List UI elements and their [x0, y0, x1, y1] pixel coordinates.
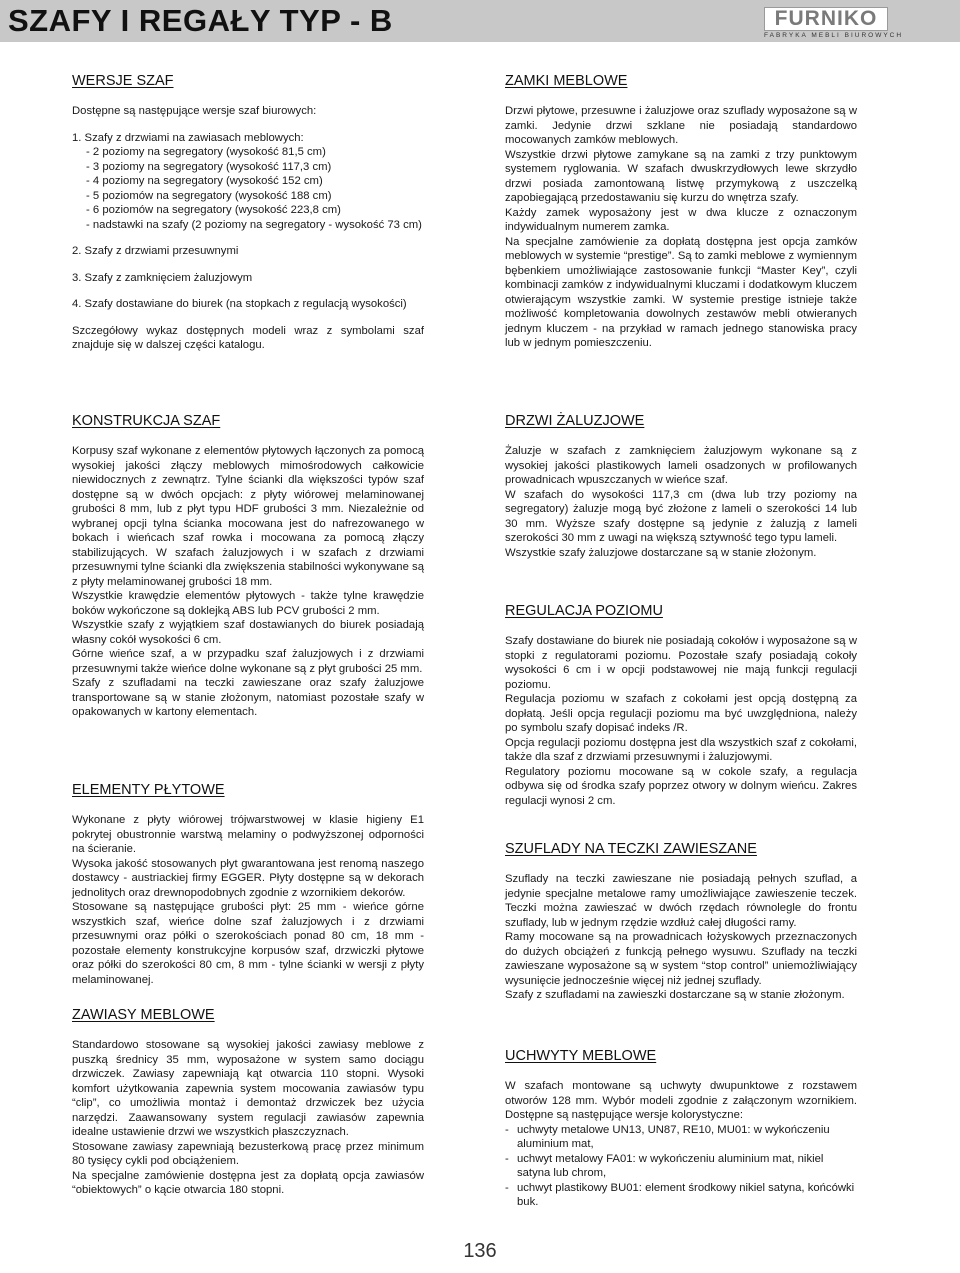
section-elementy	[72, 781, 424, 987]
wersje-item-3: 3. Szafy z zamknięciem żaluzjowym	[72, 271, 253, 284]
uchwyty-item-3: uchwyt plastikowy BU01: element środkowy nikiel satyna, końcówki buk.	[517, 1181, 855, 1208]
uchwyty-item-1: uchwyty metalowe UN13, UN87, RE10, MU01: w wykończeniu aluminium mat,	[517, 1123, 830, 1150]
zamki-p2: Wszystkie drzwi płytowe zamykane są na zamki z trzy punktowym systemem ryglowania. W szafach dwuskrzydłowych lewe skrzydło drzwi posiada zamontowaną listwę przymykową z uszczelką zapobiegającą przedostawaniu się kurzu do wnętrza szafy.	[505, 148, 857, 204]
section-zawiasy	[72, 1006, 424, 1198]
heading-wersje: WERSJE SZAF	[72, 73, 174, 89]
szuflady-p2: Ramy mocowane są na prowadnicach łożyskowych przeznaczonych do dużych obciążeń z funkcją pełnego wysuwu. Szuflady na teczki zawieszane wyposażone są w system “stop control” uniemożliwiający wysunięcie jednocześnie więcej niż jednej szuflady.	[505, 931, 857, 987]
zawiasy-p3: Na specjalne zamówienie dostępna jest za dopłatą opcja zawiasów “obiektowych” o kącie otwarcia 180 stopni.	[72, 1169, 424, 1196]
section-uchwyty	[505, 1047, 857, 1210]
heading-zawiasy: ZAWIASY MEBLOWE	[72, 1007, 215, 1023]
section-wersje	[72, 72, 424, 353]
konstrukcja-p4: Górne wieńce szaf, a w przypadku szaf żaluzjowych i z drzwiami przesuwnymi także wieńce dolne wykonane są z płyt grubości 25 mm.	[72, 648, 424, 675]
wersje-item-4: 4. Szafy dostawiane do biurek (na stopkach z regulacją wysokości)	[72, 298, 407, 310]
list-item: - uchwyt plastikowy BU01: element środkowy nikiel satyna, końcówki buk.	[505, 1181, 857, 1210]
regulacja-p4: Regulatory poziomu mocowane są w cokole szafy, a regulacja odbywa się od środka szafy poprzez otwory w dolnym wieńcu. Zakres regulacji wynosi 2 cm.	[505, 765, 857, 807]
regulacja-p2: Regulacja poziomu w szafach z cokołami jest opcją dostępną za dopłatą. Jeśli opcja regulacji poziomu ma być uwzględniona, należy po symbolu szafy dopisać indeks /R.	[505, 693, 857, 734]
zamki-p4: Na specjalne zamówienie za dopłatą dostępna jest opcja zamków meblowych w systemie “prestige”. Są to zamki meblowe z wymiennym bębenkiem umożliwiające zastosowanie funkcji “Master Key”, czyli kombinacji zamków z indywidualnymi kluczami i dodatkowym kluczem otwierającym wszystkie zamki. W systemie prestige istnieje także możliwość kompletowania dowolnych zestawów mebli otwieranych jednym kluczem - na przykład w ramach jednego stanowiska pracy lub w jednym pomieszczeniu.	[505, 235, 857, 349]
section-zamki	[505, 72, 857, 351]
zawiasy-p1: Standardowo stosowane są wysokiej jakości zawiasy meblowe z puszką średnicy 35 mm, wyposażone w system samo dociągu drzwiczek. Zawiasy zapewniają kąt otwarcia 110 stopni. Wysoki komfort użytkowania zapewnia system mocowania zawiasów typu “clip”, co umożliwia montaż i demontaż drzwiczek bez użycia narzędzi. Zaawansowany system regulacji zawiasów zapewnia idealne ustawienie drzwi we wszystkich płaszczyznach.	[72, 1039, 424, 1138]
heading-szuflady: SZUFLADY NA TECZKI ZAWIESZANE	[505, 841, 757, 857]
zamki-p1: Drzwi płytowe, przesuwne i żaluzjowe oraz szuflady wyposażone są w zamki. Jedynie drzwi szklane nie posiadają standardowo mocowanych zamków meblowych.	[505, 105, 857, 146]
wersje-sub-3: - 4 poziomy na segregatory (wysokość 152 cm)	[86, 175, 323, 187]
heading-uchwyty: UCHWYTY MEBLOWE	[505, 1048, 657, 1064]
elementy-p2: Wysoka jakość stosowanych płyt gwarantowana jest renomą naszego dostawcy - austriackiej firmy EGGER. Płyty dostępne są w dekorach jednolitych oraz drewnopodobnych zgodnie z wzornikiem dekorów.	[72, 857, 424, 899]
wersje-sub-4: - 5 poziomów na segregatory (wysokość 188 cm)	[86, 189, 332, 202]
konstrukcja-p1: Korpusy szaf wykonane z elementów płytowych łączonych za pomocą wysokiej jakości złączy meblowych mimośrodowych całkowicie niewidocznych z zewnątrz. Tylne ścianki dla większości typów szaf dostępne są w dwóch opcjach: z płyty wiórowej melaminowanej grubości 8 mm, lub z płyt typu HDF grubości 3 mm. Niezależnie od wybranej opcji tylna ścianka mocowana jest do nafrezowanego w bokach i wieńcach szaf rowka i mocowana za pomocą złączy stabilizujących. W szafach żaluzjowych i w szafach z drzwiami przesuwnymi tylne ścianki dla zwiększenia stabilności wykonywane są z płyty melaminowanej grubości 18 mm.	[72, 445, 424, 588]
wersje-intro: Dostępne są następujące wersje szaf biurowych:	[72, 105, 317, 117]
section-szuflady	[505, 840, 857, 1003]
wersje-item-2: 2. Szafy z drzwiami przesuwnymi	[72, 245, 239, 257]
drzwi-p2: W szafach do wysokości 117,3 cm (dwa lub trzy poziomy na segregatory) żaluzje mogą być złożone z lameli o szerokości 14 lub 30 mm. Wyższe szafy dostępne są jedynie z żaluzją z lameli szerokości 30 mm z uwagi na większą sztywność tego typu lameli.	[505, 488, 857, 544]
elementy-p3: Stosowane są następujące grubości płyt: 25 mm - wieńce górne wszystkich szaf, wieńce dolne szaf żaluzjowych i z drzwiami przesuwnymi oraz półki o szerokościach ponad 80 cm, 18 mm - pozostałe elementy konstrukcyjne korpusów szaf, drzwiczki płytowe oraz półki do szerokości 80 cm, 8 mm - tylne ścianki w wersji z płyty melaminowanej.	[72, 901, 424, 986]
konstrukcja-p5: Szafy z szufladami na teczki zawieszane oraz szafy żaluzjowe transportowane są w stanie złożonym, natomiast pozostałe szafy w opakowanych w kartony elementach.	[72, 677, 424, 718]
konstrukcja-p2: Wszystkie krawędzie elementów płytowych - także tylne krawędzie boków wykończone są doklejką ABS lub PCV grubości 2 mm.	[72, 590, 424, 617]
wersje-outro: Szczegółowy wykaz dostępnych modeli wraz z symbolami szaf znajduje się w dalszej części katalogu.	[72, 324, 424, 351]
zamki-p3: Każdy zamek wyposażony jest w dwa klucze z oznaczonym indywidualnym numerem zamka.	[505, 206, 857, 233]
wersje-item-1: 1. Szafy z drzwiami na zawiasach meblowych:	[72, 131, 304, 144]
heading-zamki: ZAMKI MEBLOWE	[505, 73, 628, 89]
konstrukcja-p3: Wszystkie szafy z wyjątkiem szaf dostawianych do biurek posiadają własny cokół wysokości 6 cm.	[72, 619, 424, 646]
uchwyty-item-2: uchwyt metalowy FA01: w wykończeniu aluminium mat, nikiel satyna lub chrom,	[517, 1152, 824, 1179]
heading-konstrukcja: KONSTRUKCJA SZAF	[72, 413, 221, 429]
heading-elementy: ELEMENTY PŁYTOWE	[72, 782, 225, 798]
heading-regulacja: REGULACJA POZIOMU	[505, 603, 663, 619]
logo-subtitle: FABRYKA MEBLI BIUROWYCH	[764, 32, 904, 39]
elementy-p1: Wykonane z płyty wiórowej trójwarstwowej w klasie higieny E1 pokrytej obustronnie warstwą melaminy o podwyższonej odporności na ścieranie.	[72, 814, 424, 855]
regulacja-p1: Szafy dostawiane do biurek nie posiadają cokołów i wyposażone są w stopki z regulatorami poziomu. Pozostałe szafy posiadają cokoły wysokości 6 cm i w opcji podstawowej nie mają funkcji regulacji poziomu.	[505, 635, 857, 691]
szuflady-p1: Szuflady na teczki zawieszane nie posiadają pełnych szuflad, a jedynie specjalne metalowe ramy umożliwiające zawieszenie teczek. Teczki można zawieszać w dwóch rzędach równolegle do frontu szuflady, lub w jednym rzędzie wzdłuż całej długości ramy.	[505, 873, 857, 929]
uchwyty-p1: W szafach montowane są uchwyty dwupunktowe z rozstawem otworów 128 mm. Wybór modeli zgodnie z załączonym wzornikiem. Dostępne są następujące wersje kolorystyczne:	[505, 1080, 857, 1121]
page-title: SZAFY I REGAŁY TYP - B	[8, 3, 393, 38]
list-item: - uchwyt metalowy FA01: w wykończeniu aluminium mat, nikiel satyna lub chrom,	[505, 1152, 857, 1181]
wersje-sub-5: - 6 poziomów na segregatory (wysokość 223,8 cm)	[86, 204, 341, 216]
logo-name: FURNIKO	[764, 7, 888, 31]
page-number: 136	[463, 1240, 497, 1262]
page-header	[0, 0, 960, 42]
wersje-sub-6: - nadstawki na szafy (2 poziomy na segregatory - wysokość 73 cm)	[86, 218, 422, 231]
section-drzwi	[505, 412, 857, 560]
zawiasy-p2: Stosowane zawiasy zapewniają bezusterkową pracę przez minimum 80 tysięcy cykli pod obciążeniem.	[72, 1140, 424, 1167]
regulacja-p3: Opcja regulacji poziomu dostępna jest dla wszystkich szaf z cokołami, także dla szaf z drzwiami przesuwnymi i żaluzjowymi.	[505, 736, 857, 763]
wersje-sub-1: - 2 poziomy na segregatory (wysokość 81,5 cm)	[86, 146, 326, 158]
list-item: - uchwyty metalowe UN13, UN87, RE10, MU01: w wykończeniu aluminium mat,	[505, 1123, 857, 1152]
wersje-sub-2: - 3 poziomy na segregatory (wysokość 117,3 cm)	[86, 160, 332, 173]
section-konstrukcja	[72, 412, 424, 720]
drzwi-p1: Żaluzje w szafach z zamknięciem żaluzjowym wykonane są z wysokiej jakości plastikowych lameli osadzonych w profilowanych prowadnicach wpuszczanych w wieńce szaf.	[505, 445, 857, 486]
furniko-logo	[764, 7, 904, 39]
section-regulacja	[505, 602, 857, 808]
heading-drzwi: DRZWI ŻALUZJOWE	[505, 413, 645, 429]
drzwi-p3: Wszystkie szafy żaluzjowe dostarczane są w stanie złożonym.	[505, 546, 817, 559]
szuflady-p3: Szafy z szufladami na zawieszki dostarczane są w stanie złożonym.	[505, 989, 845, 1001]
